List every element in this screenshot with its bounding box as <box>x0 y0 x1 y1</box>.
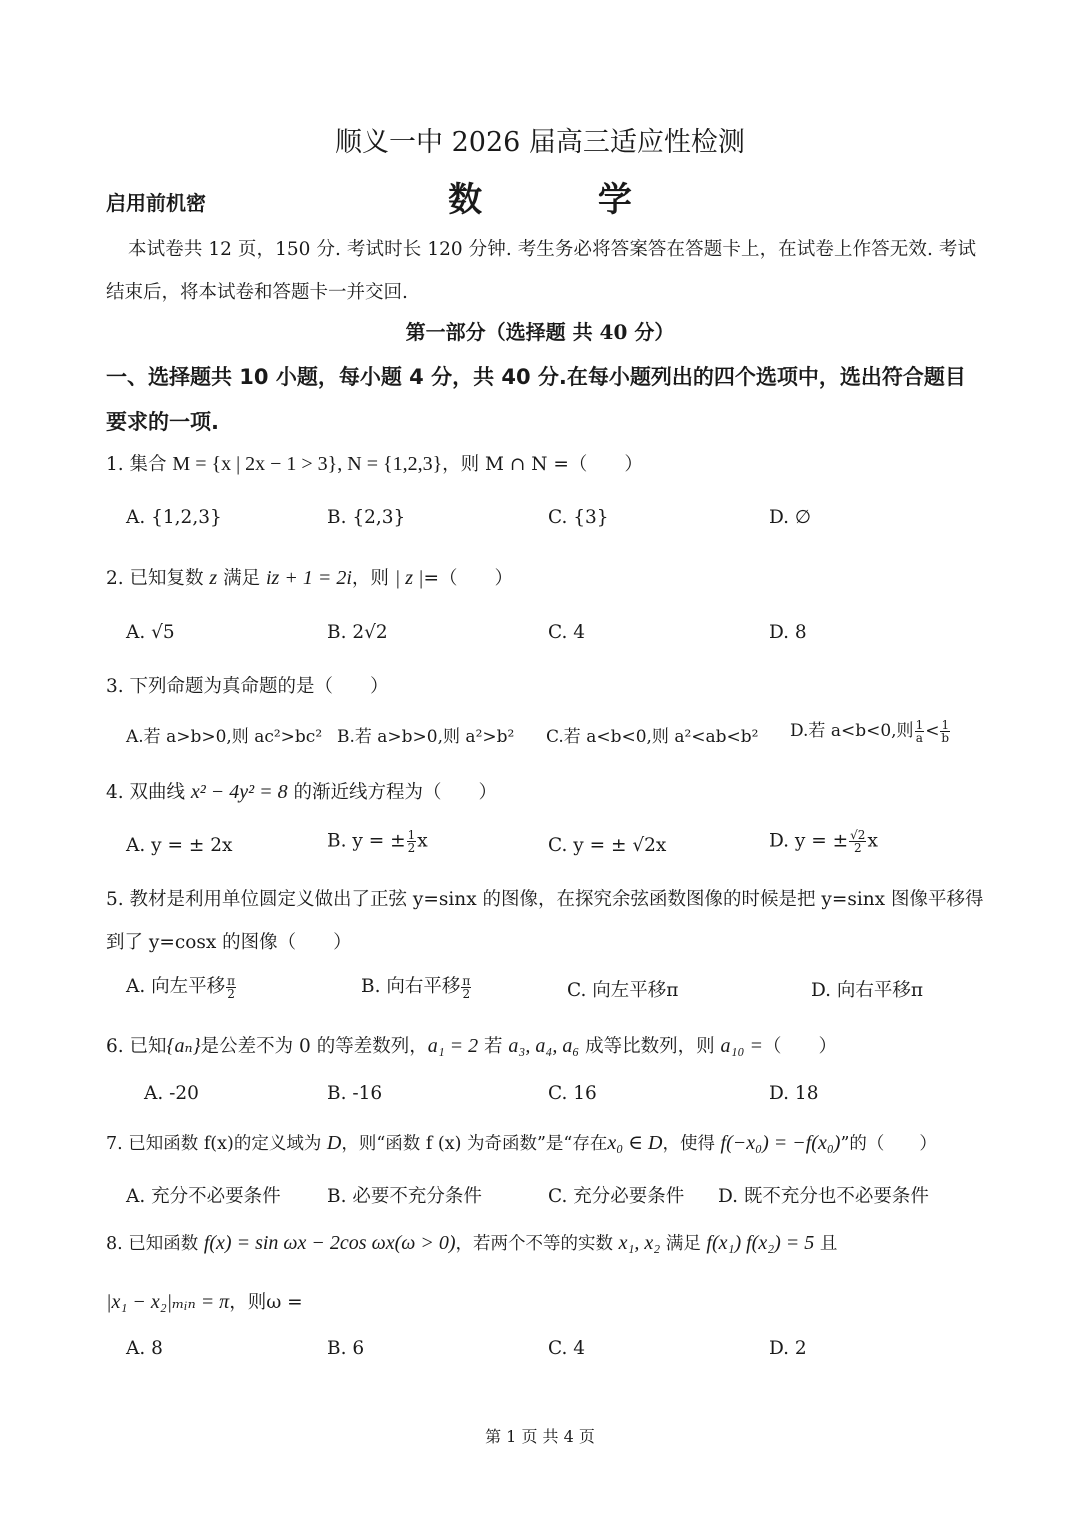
section-heading: 一、选择题共 10 小题，每小题 4 分，共 40 分.在每小题列出的四个选项中，选出符合题目要求的一项. <box>106 365 966 434</box>
question-8-stem-line-2: |x₁ − x₂|ₘᵢₙ = π，则ω = <box>106 1291 303 1313</box>
q6-option-d: D. 18 <box>769 1083 819 1104</box>
q1-option-b: B. {2,3} <box>327 507 406 528</box>
q1-option-d: D. ∅ <box>769 507 812 528</box>
q6-option-a: A. -20 <box>144 1083 199 1104</box>
question-4-stem: 4. 双曲线 x² − 4y² = 8 的渐近线方程为（ ） <box>106 781 498 803</box>
q4-formula: x² − 4y² = 8 <box>190 781 288 803</box>
q3-option-c: C.若 a<b<0,则 a²<ab<b² <box>546 727 759 747</box>
q2-option-b: B. 2√2 <box>327 622 388 643</box>
question-7-stem: 7. 已知函数 f(x)的定义域为 D，则“函数 f (x) 为奇函数”是“存在x₀ ∈ D，使得 f(−x₀) = −f(x₀)”的（ ） <box>106 1132 937 1154</box>
q4-option-b: B. y = ± $\frac{1}{2}$ x <box>327 828 428 855</box>
q1-option-c: C. {3} <box>548 507 609 528</box>
part-heading: 第一部分（选择题 共 40 分） <box>405 320 675 344</box>
q2-option-a: A. √5 <box>126 622 175 643</box>
subject-title: 数 学 <box>448 180 684 220</box>
question-1-stem: 1. 集合 M = {x | 2x − 1 > 3}, N = {1,2,3}，则 M ∩ N =（ ） <box>106 453 643 475</box>
q4-option-d: D. y = ± $\frac{√2}{2}$ x <box>769 828 878 855</box>
question-8-stem-line-1: 8. 已知函数 f(x) = sin ωx − 2cos ωx(ω > 0)，若两个不等的实数 x₁, x₂ 满足 f(x₁) f(x₂) = 5 且 <box>106 1232 838 1254</box>
question-6-stem: 6. 已知{aₙ}是公差不为 0 的等差数列，a₁ = 2 若 a₃, a₄, a₆ 成等比数列，则 a₁₀ =（ ） <box>106 1035 837 1057</box>
q8-option-b: B. 6 <box>327 1338 365 1359</box>
q8-option-a: A. 8 <box>126 1338 163 1359</box>
q7-option-c: C. 充分必要条件 <box>548 1186 685 1207</box>
q5-option-d: D. 向右平移π <box>811 980 924 1001</box>
q3-option-b: B.若 a>b>0,则 a²>b² <box>337 727 515 747</box>
q7-option-b: B. 必要不充分条件 <box>327 1186 482 1207</box>
exam-title: 顺义一中 2026 届高三适应性检测 <box>335 127 745 158</box>
q5-option-c: C. 向左平移π <box>567 980 679 1001</box>
question-5-stem-line-2: 到了 y=cosx 的图像（ ） <box>106 932 352 953</box>
q3-frac-1: $\frac{1}{a}$ <box>915 718 924 745</box>
q6-option-b: B. -16 <box>327 1083 383 1104</box>
q2-option-c: C. 4 <box>548 622 586 643</box>
q5-option-a: A. 向左平移 $\frac{\pi}{2}$ <box>126 973 236 1001</box>
confidential-label: 启用前机密 <box>106 191 206 215</box>
page-number: 第 1 页 共 4 页 <box>485 1427 595 1446</box>
exam-instructions: 本试卷共 12 页，150 分. 考试时长 120 分钟. 考生务必将答案答在答题卡上，在试卷上作答无效. 考试结束后，将本试卷和答题卡一并交回. <box>106 239 976 303</box>
q3-option-d: D.若 a<b<0,则 $\frac{1}{a}$ < $\frac{1}{b}$ <box>790 718 950 745</box>
q5-option-b: B. 向右平移 $\frac{\pi}{2}$ <box>361 973 471 1001</box>
q8-option-c: C. 4 <box>548 1338 586 1359</box>
q7-option-a: A. 充分不必要条件 <box>126 1186 281 1207</box>
question-3-stem: 3. 下列命题为真命题的是（ ） <box>106 676 389 697</box>
q4-option-a: A. y = ± 2x <box>126 835 233 856</box>
q1-option-a: A. {1,2,3} <box>126 507 222 528</box>
q6-option-c: C. 16 <box>548 1083 597 1104</box>
q1-formula: M = {x | 2x − 1 > 3}, N = {1,2,3} <box>172 453 443 475</box>
q3-frac-2: $\frac{1}{b}$ <box>941 718 950 745</box>
question-5-stem-line-1: 5. 教材是利用单位圆定义做出了正弦 y=sinx 的图像，在探究余弦函数图像的时候是把 y=sinx 图像平移得 <box>106 889 984 910</box>
q4-option-c: C. y = ± √2x <box>548 835 667 856</box>
q3-option-a: A.若 a>b>0,则 ac²>bc² <box>126 727 323 747</box>
q7-option-d: D. 既不充分也不必要条件 <box>718 1186 929 1207</box>
q8-option-d: D. 2 <box>769 1338 807 1359</box>
question-2-stem: 2. 已知复数 z 满足 iz + 1 = 2i，则 | z |=（ ） <box>106 567 514 589</box>
q2-option-d: D. 8 <box>769 622 807 643</box>
